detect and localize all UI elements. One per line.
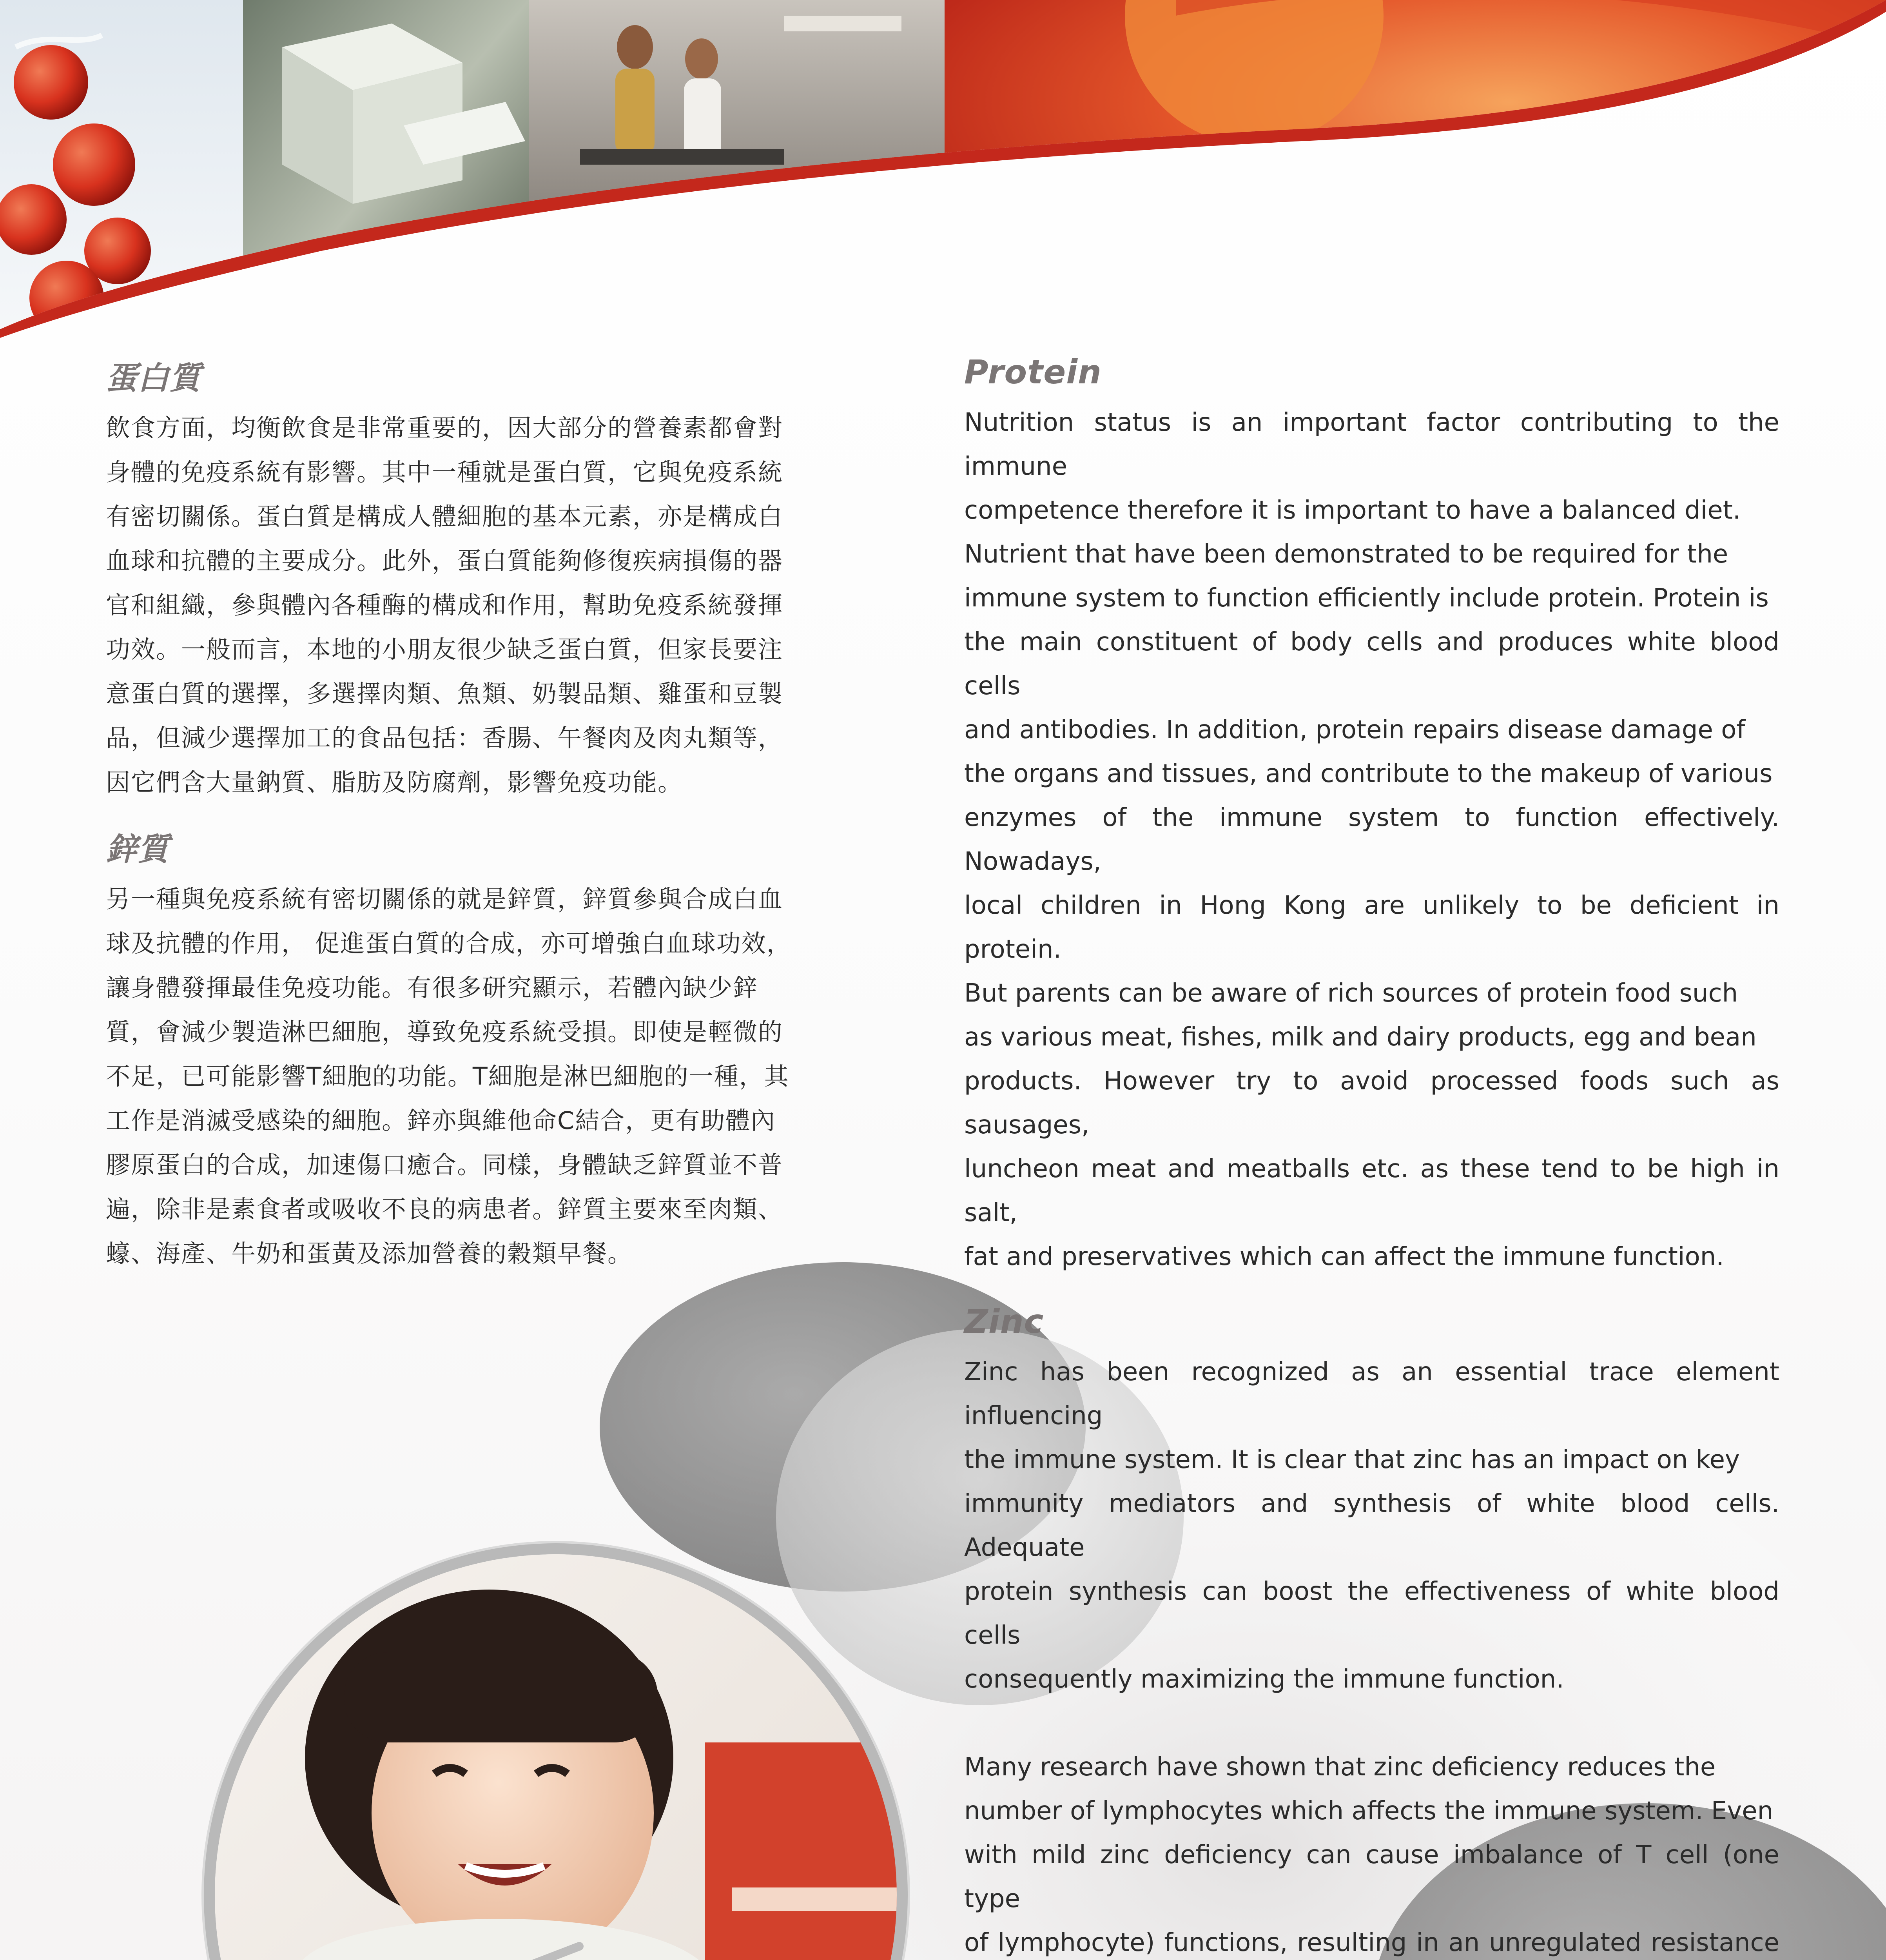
text-line: 功效。一般而言，本地的小朋友很少缺乏蛋白質，但家長要注 <box>106 635 783 664</box>
text-line: 讓身體發揮最佳免疫功能。有很多研究顯示，若體內缺少鋅 <box>106 973 758 1002</box>
zinc-body-en-2 <box>964 1745 1779 1960</box>
zinc-body-zh <box>106 877 921 1276</box>
text-line: products. However try to avoid processed foods such as sausages, <box>964 1067 1779 1140</box>
protein-heading-zh: 蛋白質 <box>106 360 201 396</box>
protein-heading-en: Protein <box>964 353 1102 391</box>
text-line: number of lymphocytes which affects the immune system. Even <box>964 1797 1774 1826</box>
zinc-body-en-1 <box>964 1350 1779 1701</box>
text-line: luncheon meat and meatballs etc. as these tend to be high in salt, <box>964 1154 1779 1227</box>
text-line: the organs and tissues, and contribute to the makeup of various <box>964 759 1773 788</box>
protein-body-zh <box>106 406 921 804</box>
text-line: 飲食方面，均衡飲食是非常重要的，因大部分的營養素都會對 <box>106 414 783 442</box>
text-line: 品，但減少選擇加工的食品包括：香腸、午餐肉及肉丸類等， <box>106 724 783 752</box>
text-line: of lymphocyte) functions, resulting in an unregulated resistance <box>964 1928 1779 1957</box>
text-line: 遍，除非是素食者或吸收不良的病患者。鋅質主要來至肉類、 <box>106 1195 783 1223</box>
text-line: 身體的免疫系統有影響。其中一種就是蛋白質，它與免疫系統 <box>106 458 783 486</box>
text-line: with mild zinc deficiency can cause imbalance of T cell (one type <box>964 1840 1779 1913</box>
text-line: Many research have shown that zinc deficiency reduces the <box>964 1753 1716 1782</box>
text-line: 不足，已可能影響T細胞的功能。T細胞是淋巴細胞的一種，其 <box>106 1062 789 1091</box>
text-line: enzymes of the immune system to function effectively. Nowadays, <box>964 803 1779 876</box>
text-line: 因它們含大量鈉質、脂肪及防腐劑，影響免疫功能。 <box>106 768 683 797</box>
text-line: local children in Hong Kong are unlikely to be deficient in protein. <box>964 891 1779 964</box>
text-line: 官和組織，參與體內各種酶的構成和作用，幫助免疫系統發揮 <box>106 591 783 619</box>
header-banner <box>0 0 1886 341</box>
text-line: 質，會減少製造淋巴細胞，導致免疫系統受損。即使是輕微的 <box>106 1018 783 1046</box>
zinc-heading-en: Zinc <box>964 1302 1044 1341</box>
zinc-heading-zh: 鋅質 <box>106 831 169 867</box>
text-line: 意蛋白質的選擇，多選擇肉類、魚類、奶製品類、雞蛋和豆製 <box>106 679 783 708</box>
text-line: Nutrient that have been demonstrated to be required for the <box>964 540 1728 569</box>
text-line: Zinc has been recognized as an essential trace element influencing <box>964 1357 1779 1430</box>
right-column-english <box>964 353 1779 1960</box>
text-line: and antibodies. In addition, protein repairs disease damage of <box>964 715 1745 744</box>
text-line: 工作是消滅受感染的細胞。鋅亦與維他命C結合，更有助體內 <box>106 1106 776 1135</box>
text-line: But parents can be aware of rich sources of protein food such <box>964 979 1738 1008</box>
text-line: competence therefore it is important to have a balanced diet. <box>964 496 1741 525</box>
text-line: protein synthesis can boost the effectiveness of white blood cells <box>964 1577 1779 1650</box>
text-line: 球及抗體的作用， 促進蛋白質的合成，亦可增強白血球功效， <box>106 929 792 958</box>
text-line: Nutrition status is an important factor contributing to the immune <box>964 408 1779 481</box>
text-line: fat and preservatives which can affect the immune function. <box>964 1242 1724 1271</box>
text-line: 膠原蛋白的合成，加速傷口癒合。同樣，身體缺乏鋅質並不普 <box>106 1151 783 1179</box>
left-column-chinese <box>106 353 921 1276</box>
text-line: immune system to function efficiently include protein. Protein is <box>964 584 1769 613</box>
text-line: 有密切關係。蛋白質是構成人體細胞的基本元素，亦是構成白 <box>106 502 783 531</box>
text-line: 血球和抗體的主要成分。此外，蛋白質能夠修復疾病損傷的器 <box>106 546 783 575</box>
text-line: the main constituent of body cells and produces white blood cells <box>964 628 1779 701</box>
protein-body-en <box>964 401 1779 1279</box>
text-line: consequently maximizing the immune function. <box>964 1665 1564 1694</box>
text-line: as various meat, fishes, milk and dairy products, egg and bean <box>964 1023 1757 1052</box>
text-line: 蠔、海產、牛奶和蛋黃及添加營養的穀類早餐。 <box>106 1239 633 1268</box>
text-line: the immune system. It is clear that zinc has an impact on key <box>964 1445 1740 1474</box>
text-line: 另一種與免疫系統有密切關係的就是鋅質，鋅質參與合成白血 <box>106 885 783 913</box>
header-photo-strip <box>0 0 1886 341</box>
text-line: immunity mediators and synthesis of white blood cells. Adequate <box>964 1489 1779 1562</box>
